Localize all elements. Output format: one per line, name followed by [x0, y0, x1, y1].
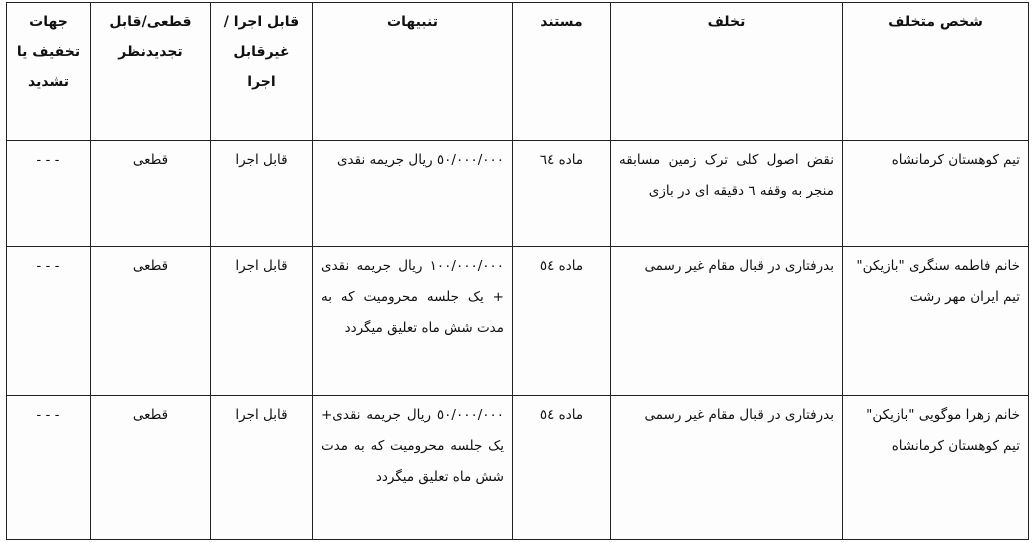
- cell-mitigation: ---: [7, 247, 91, 395]
- cell-final: قطعی: [91, 247, 211, 395]
- cell-violation: بدرفتاری در قبال مقام غیر رسمی: [611, 247, 843, 395]
- header-penalty: تنبیهات: [313, 3, 513, 141]
- cell-final: قطعی: [91, 395, 211, 539]
- header-row: [7, 3, 1029, 141]
- cell-final: قطعی: [91, 141, 211, 247]
- cell-basis: ماده ٥٤: [513, 247, 611, 395]
- table-row: [7, 141, 1029, 247]
- cell-enforceable: قابل اجرا: [211, 247, 313, 395]
- cell-mitigation: ---: [7, 395, 91, 539]
- disciplinary-rulings-table: [6, 2, 1029, 540]
- cell-penalty: ٥٠/٠٠٠/٠٠٠ ریال جریمه نقدی: [313, 141, 513, 247]
- header-violation: تخلف: [611, 3, 843, 141]
- cell-offender: تیم کوهستان کرمانشاه: [843, 141, 1029, 247]
- cell-penalty: ١٠٠/٠٠٠/٠٠٠ ریال جریمه نقدی + یک جلسه محرومیت که به مدت شش ماه تعلیق میگردد: [313, 247, 513, 395]
- header-enforceable: قابل اجرا /غیرقابل اجرا: [211, 3, 313, 141]
- header-basis: مستند: [513, 3, 611, 141]
- header-final: قطعی/قابل تجدیدنظر: [91, 3, 211, 141]
- table-row: [7, 247, 1029, 395]
- cell-violation: نقض اصول کلی ترک زمین مسابقه منجر به وقفه ٦ دقیقه ای در بازی: [611, 141, 843, 247]
- cell-enforceable: قابل اجرا: [211, 395, 313, 539]
- cell-basis: ماده ٦٤: [513, 141, 611, 247]
- cell-offender: خانم فاطمه سنگری "بازیکن" تیم ایران مهر رشت: [843, 247, 1029, 395]
- cell-mitigation: ---: [7, 141, 91, 247]
- header-mitigation: جهات تخفیف یا تشدید: [7, 3, 91, 141]
- cell-enforceable: قابل اجرا: [211, 141, 313, 247]
- cell-basis: ماده ٥٤: [513, 395, 611, 539]
- cell-penalty: ٥٠/٠٠٠/٠٠٠ ریال جریمه نقدی+ یک جلسه محرومیت که به مدت شش ماه تعلیق میگردد: [313, 395, 513, 539]
- table-row: [7, 395, 1029, 539]
- cell-offender: خانم زهرا موگویی "بازیکن" تیم کوهستان کرمانشاه: [843, 395, 1029, 539]
- cell-violation: بدرفتاری در قبال مقام غیر رسمی: [611, 395, 843, 539]
- header-offender: شخص متخلف: [843, 3, 1029, 141]
